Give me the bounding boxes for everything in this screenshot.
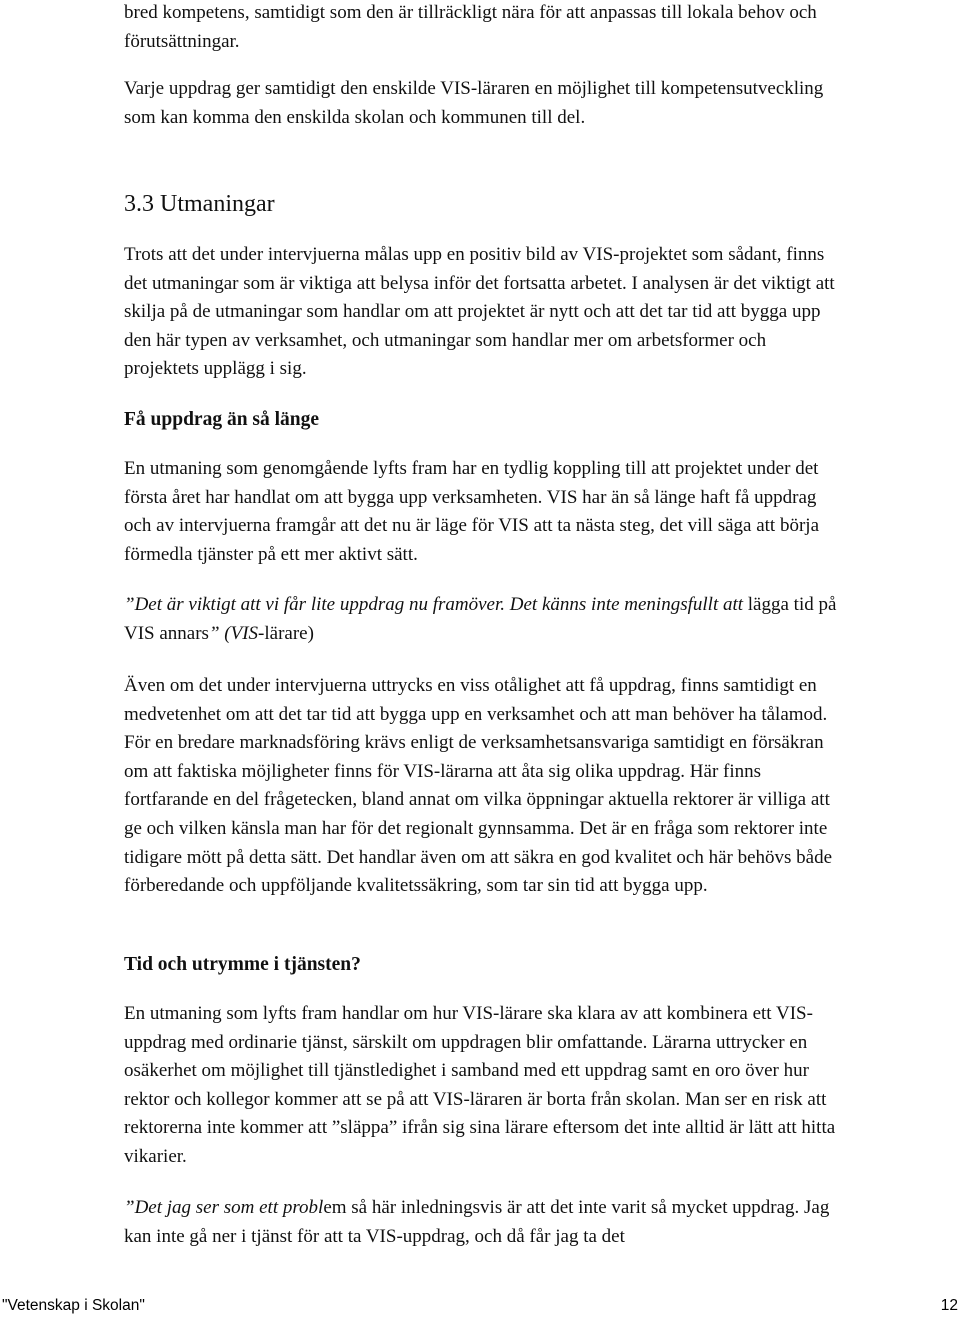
quote-attribution-italic: ” (VIS- [208,622,265,644]
footer-publication-title: "Vetenskap i Skolan" [2,1297,145,1314]
quote-attribution: lärare) [264,622,314,644]
page-footer [0,1296,960,1316]
paragraph-vis-uppdrag: Varje uppdrag ger samtidigt den enskilde VIS-läraren en möjlighet till kompetensutveckling som kan komma den enskilda skolan och kommunen till del. [124,78,824,128]
quote-italic-part: ”Det är viktigt att vi får lite uppdrag nu framöver. Det känns inte meningsfullt att [124,594,744,615]
paragraph-intro-continued: bred kompetens, samtidigt som den är tillräckligt nära för att anpassas till lokala behov och förutsättningar. [124,2,817,52]
paragraph-utmaningar: Trots att det under intervjuerna målas upp en positiv bild av VIS-projektet som sådant, finns det utmaningar som är viktiga att belysa inför det fortsatta arbetet. I analysen är det viktigt att skilja på de utmaningar som handlar om att projektet är nytt och att det tar tid att bygga upp den här typen av verksamhet, och utmaningar som handlar mer om arbetsformer och projektets upplägg i sig. [124,244,835,380]
quote-normal-part: em så här inledningsvis är att det inte varit så mycket uppdrag. Jag kan inte gå ner i tjänst för att ta VIS-uppdrag, och då får jag ta det [124,1197,830,1247]
subheading-tid-och-utrymme: Tid och utrymme i tjänsten? [124,954,361,975]
paragraph-tid-och-utrymme: En utmaning som lyfts fram handlar om hur VIS-lärare ska klara av att kombinera ett VIS-uppdrag med ordinarie tjänst, särskilt om uppdragen blir omfattande. Lärarna uttrycker en osäkerhet om möjlighet till tjänstledighet i samband med ett uppdrag samt en oro över hur rektor och kollegor kommer att se på att VIS-läraren är borta från skolan. Man ser en risk att rektorerna inte kommer att ”släppa” ifrån sig sina lärare eftersom det inte alltid är lätt att hitta vikarier. [124,1003,836,1167]
quote-problem [124,1194,844,1251]
paragraph-otalighet: Även om det under intervjuerna uttrycks en viss otålighet att få uppdrag, finns samtidigt en medvetenhet om att det tar tid att bygga upp en verksamhet och att man behöver ha tålamod. För en bredare marknadsföring krävs enligt de verksamhetsansvariga samtidigt en försäkran om att faktiska möjligheter finns för VIS-lärarna att åta sig olika uppdrag. Här finns fortfarande en del frågetecken, bland annat om vilka öppningar aktuella rektorer är villiga att ge och vilken känsla man har för det regionalt gynnsamma. Det är en fråga som rektorer inte tidigare mött på detta sätt. Det handlar även om att säkra en god kvalitet och här behövs både förberedande och uppföljande kvalitetssäkring, som tar sin tid att bygga upp. [124,675,833,897]
quote-fa-uppdrag [124,591,844,648]
subheading-fa-uppdrag: Få uppdrag än så länge [124,409,320,430]
page-number: 12 [940,1297,958,1314]
paragraph-fa-uppdrag: En utmaning som genomgående lyfts fram har en tydlig koppling till att projektet under det första året har handlat om att bygga upp verksamheten. VIS har än så länge haft få uppdrag och av intervjuerna framgår att det nu är läge för VIS att ta nästa steg, det vill säga att börja förmedla tjänster på ett mer aktivt sätt. [124,458,820,565]
quote-normal-part: lägga tid på VIS annars [124,594,837,644]
quote-italic-part: ”Det jag ser som ett probl [124,1197,324,1218]
section-heading: 3.3 Utmaningar [124,191,275,217]
